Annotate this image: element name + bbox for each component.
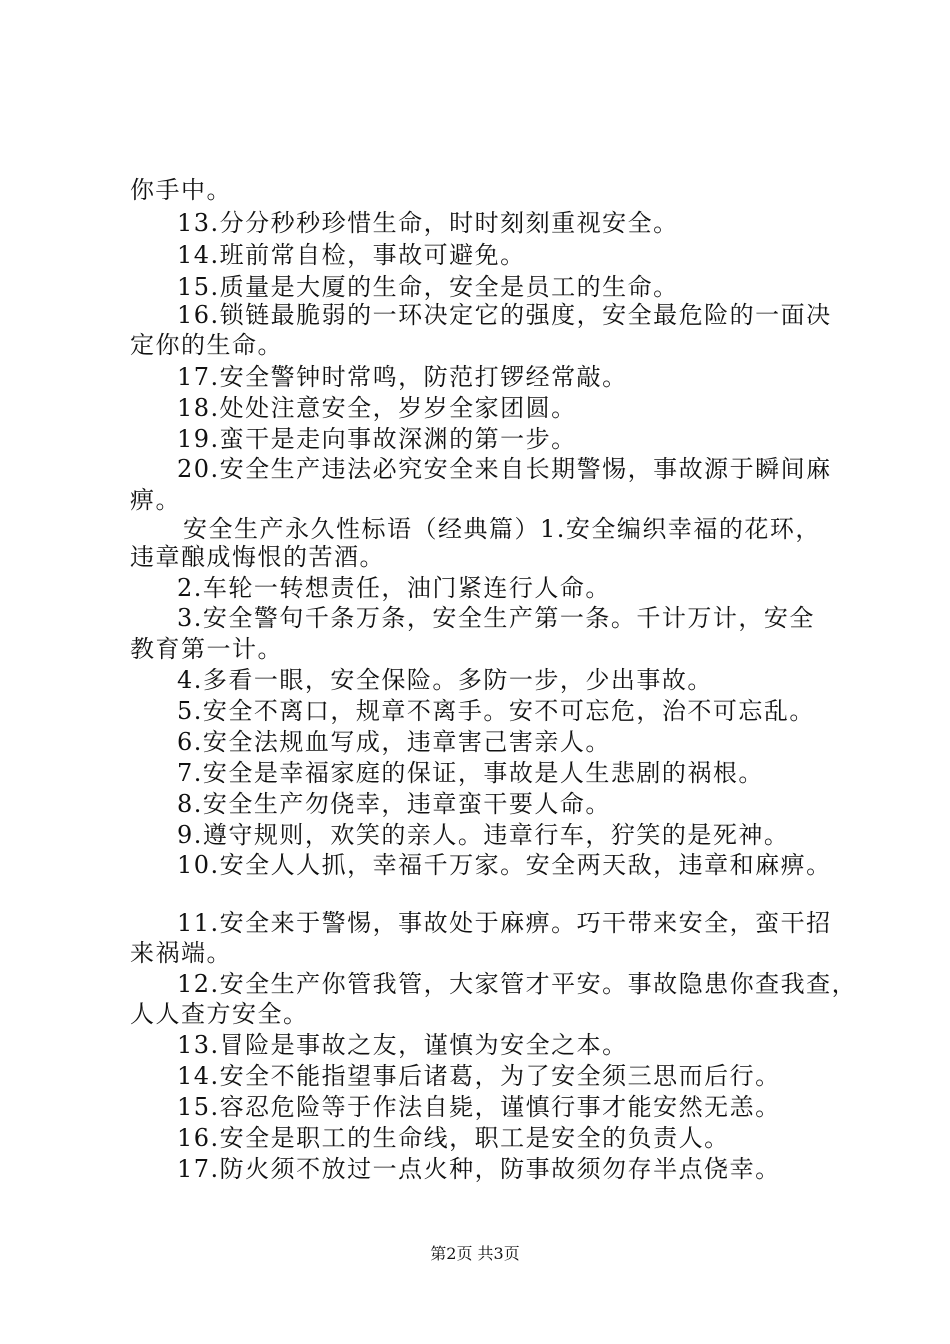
text-line: 人人查方安全。 — [130, 1000, 309, 1028]
text-line: 5.安全不离口，规章不离手。安不可忘危，治不可忘乱。 — [177, 697, 815, 725]
text-line: 10.安全人人抓，幸福千万家。安全两天敌，违章和麻痹。 — [177, 851, 832, 879]
text-line: 16.锁链最脆弱的一环决定它的强度，安全最危险的一面决 — [177, 301, 832, 329]
text-line: 13.冒险是事故之友，谨慎为安全之本。 — [177, 1031, 628, 1059]
text-line: 安全生产永久性标语（经典篇）1.安全编织幸福的花环， — [183, 515, 821, 543]
text-line: 痹。 — [130, 486, 181, 514]
text-line: 违章酿成悔恨的苦酒。 — [130, 543, 385, 571]
text-line: 11.安全来于警惕，事故处于麻痹。巧干带来安全，蛮干招 — [177, 909, 832, 937]
text-line: 17.安全警钟时常鸣，防范打锣经常敲。 — [177, 363, 628, 391]
text-line: 20.安全生产违法必究安全来自长期警惕，事故源于瞬间麻 — [177, 455, 832, 483]
text-line: 12.安全生产你管我管，大家管才平安。事故隐患你查我查， — [177, 970, 858, 998]
text-line: 你手中。 — [130, 176, 232, 204]
text-line: 定你的生命。 — [130, 331, 283, 359]
text-line: 教育第一计。 — [130, 635, 283, 663]
text-line: 4.多看一眼，安全保险。多防一步，少出事故。 — [177, 666, 713, 694]
page-number: 第2页 共3页 — [430, 1244, 520, 1263]
text-line: 9.遵守规则，欢笑的亲人。违章行车，狞笑的是死神。 — [177, 821, 790, 849]
text-line: 3.安全警句千条万条，安全生产第一条。千计万计，安全 — [177, 604, 815, 632]
text-line: 8.安全生产勿侥幸，违章蛮干要人命。 — [177, 790, 611, 818]
text-line: 7.安全是幸福家庭的保证，事故是人生悲剧的祸根。 — [177, 759, 764, 787]
text-line: 19.蛮干是走向事故深渊的第一步。 — [177, 425, 577, 453]
text-line: 15.容忍危险等于作法自毙，谨慎行事才能安然无恙。 — [177, 1093, 781, 1121]
text-line: 17.防火须不放过一点火种，防事故须勿存半点侥幸。 — [177, 1155, 781, 1183]
text-line: 18.处处注意安全，岁岁全家团圆。 — [177, 394, 577, 422]
text-line: 14.班前常自检，事故可避免。 — [177, 241, 526, 269]
text-line: 15.质量是大厦的生命，安全是员工的生命。 — [177, 273, 679, 301]
text-line: 13.分分秒秒珍惜生命，时时刻刻重视安全。 — [177, 209, 679, 237]
text-line: 来祸端。 — [130, 939, 232, 967]
text-line: 14.安全不能指望事后诸葛，为了安全须三思而后行。 — [177, 1062, 781, 1090]
text-line: 2.车轮一转想责任，油门紧连行人命。 — [177, 574, 611, 602]
text-line: 6.安全法规血写成，违章害己害亲人。 — [177, 728, 611, 756]
text-line: 16.安全是职工的生命线，职工是安全的负责人。 — [177, 1124, 730, 1152]
